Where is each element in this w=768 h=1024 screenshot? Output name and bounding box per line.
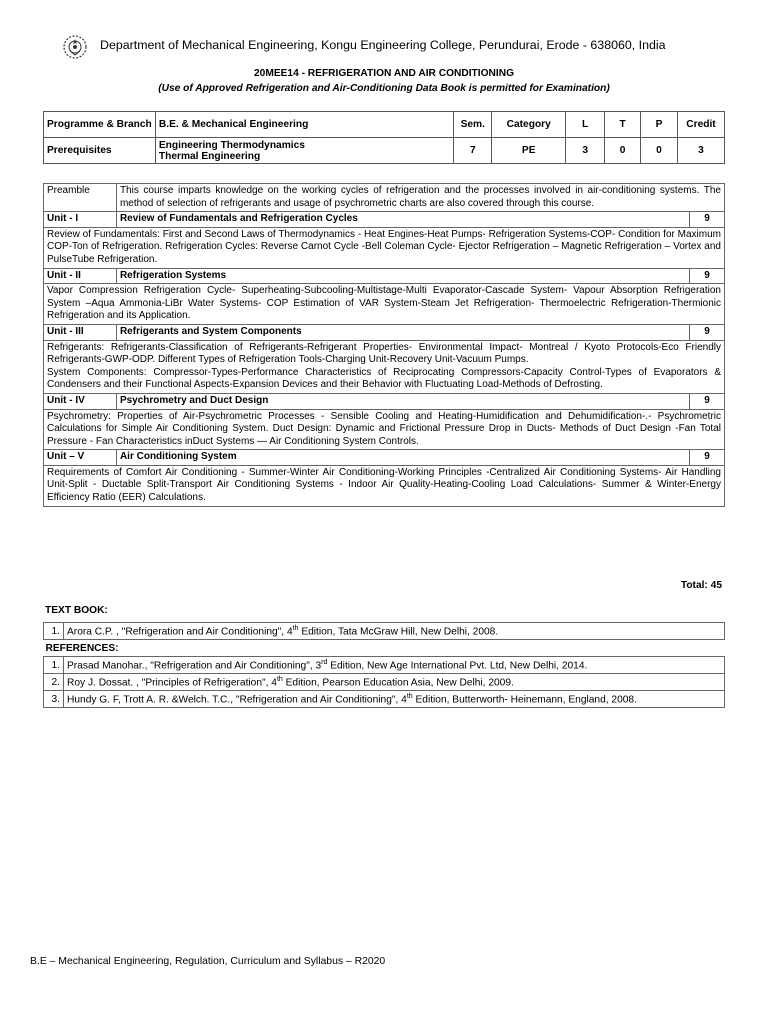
item-number: 1. [44, 657, 64, 674]
t-header: T [605, 112, 641, 138]
textbook-row [44, 623, 725, 640]
unit-content: Vapor Compression Refrigeration Cycle- Superheating-Subcooling-Multistage-Multi Evaporator-Cascade System- Vapour Absorption Refrigeration System –Aqua Ammonia-LiBr Water Systems- COP Estimation of VAR System-Steam Jet Refrigeration- Thermoelectric Refrigeration-Thermionic Refrigeration and its Application. [44, 284, 725, 325]
unit-content-row [44, 465, 725, 506]
category-value: PE [492, 138, 566, 164]
college-emblem-icon [62, 34, 88, 60]
prereq-line-2: Thermal Engineering [158, 150, 261, 162]
exam-note: (Use of Approved Refrigeration and Air-Conditioning Data Book is permitted for Examination) [158, 83, 610, 94]
credit-header: Credit [677, 112, 724, 138]
syllabus-table [43, 183, 725, 507]
unit-content-row [44, 284, 725, 325]
total-hours: Total: 45 [680, 580, 722, 591]
reference-citation: Hundy G. F, Trott A. R. &Welch. T.C., "Refrigeration and Air Conditioning", 4th Edition, Butterworth- Heinemann, England, 2008. [64, 691, 725, 708]
references-heading: REFERENCES: [45, 642, 119, 654]
reference-row [44, 691, 725, 708]
unit-label: Unit - II [44, 268, 117, 284]
unit-label: Unit - I [44, 212, 117, 228]
unit-title: Refrigeration Systems [116, 268, 689, 284]
unit-header-row [44, 393, 725, 409]
item-number: 1. [44, 623, 64, 640]
unit-hours: 9 [690, 268, 725, 284]
unit-content-row [44, 340, 725, 393]
unit-content: Psychrometry: Properties of Air-Psychrometric Processes - Sensible Cooling and Heating-Humidification and Dehumidification-.- Psychrometric Calculations for Simple Air Conditioning System. Duct Design: Dynamic and Frictional Pressure Drop in Ducts- Methods of Duct Design -Fan Total Pressure - Fan Characteristics inDuct Systems — Air Conditioning System Controls. [44, 409, 725, 450]
credit-value: 3 [677, 138, 724, 164]
unit-content-para-1: Refrigerants: Refrigerants-Classification of Refrigerants-Refrigerant Properties- Environmental Impact- Montreal / Kyoto Protocols-Eco Friendly Refrigerants-GWP-ODP. Different Types of Refrigeration Tools-Charging Unit-Recovery Unit-Vacuum Pumps. [47, 341, 721, 366]
textbook-heading: TEXT BOOK: [45, 605, 108, 616]
preamble-text: This course imparts knowledge on the working cycles of refrigeration and the processes involved in air-conditioning systems. The method of selection of refrigerants and usage of psychrometric charts are also covered through this course. [116, 184, 724, 212]
unit-header-row [44, 450, 725, 466]
reference-citation: Roy J. Dossat. , "Principles of Refrigeration", 4th Edition, Pearson Education Asia, New Delhi, 2009. [64, 674, 725, 691]
p-header: P [641, 112, 678, 138]
prereq-value [155, 138, 453, 164]
references-table [43, 622, 725, 708]
course-info-table [43, 111, 725, 164]
unit-title: Psychrometry and Duct Design [116, 393, 689, 409]
unit-content: Requirements of Comfort Air Conditioning - Summer-Winter Air Conditioning-Working Principles -Centralized Air Conditioning Systems- Air Handling Unit-Split - Ductable Split-Transport Air Conditioning Systems - Indoor Air Quality-Heating-Cooling Load Calculations- Summer & Winter-Energy Efficiency Ratio (EER) Calculations. [44, 465, 725, 506]
unit-title: Refrigerants and System Components [116, 324, 689, 340]
unit-header-row [44, 324, 725, 340]
course-title: 20MEE14 - REFRIGERATION AND AIR CONDITIONING [254, 68, 514, 79]
reference-citation: Prasad Manohar., "Refrigeration and Air Conditioning", 3rd Edition, New Age International Pvt. Ltd, New Delhi, 2014. [64, 657, 725, 674]
unit-content-para-2: System Components: Compressor-Types-Performance Characteristics of Reciprocating Compressors-Capacity Control-Types of Evaporators & Condensers and their Functional Aspects-Expansion Devices and their Behavior with Fluctuating Load-Methods of Defrosting. [47, 366, 721, 391]
reference-row [44, 674, 725, 691]
preamble-label: Preamble [44, 184, 117, 212]
unit-content [44, 340, 725, 393]
unit-label: Unit - IV [44, 393, 117, 409]
sem-header: Sem. [454, 112, 492, 138]
unit-content-row [44, 409, 725, 450]
info-row-prerequisites [44, 138, 725, 164]
page-footer: B.E – Mechanical Engineering, Regulation, Curriculum and Syllabus – R2020 [30, 956, 386, 967]
l-value: 3 [566, 138, 605, 164]
unit-title: Air Conditioning System [116, 450, 689, 466]
unit-header-row [44, 268, 725, 284]
unit-content: Review of Fundamentals: First and Second Laws of Thermodynamics - Heat Engines-Heat Pumps- Refrigeration Systems-COP- Condition for Maximum COP-Ton of Refrigeration. Refrigeration Cycles: Reverse Carnot Cycle -Bell Coleman Cycle- Ejector Refrigeration – Magnetic Refrigeration – Vortex and PulseTube Refrigeration. [44, 227, 725, 268]
unit-label: Unit - III [44, 324, 117, 340]
preamble-row [44, 184, 725, 212]
info-row-programme [44, 112, 725, 138]
department-name: Department of Mechanical Engineering, Kongu Engineering College, Perundurai, Erode - 638060, India [100, 38, 666, 52]
references-heading-row [44, 640, 725, 657]
unit-title: Review of Fundamentals and Refrigeration Cycles [116, 212, 689, 228]
sem-value: 7 [454, 138, 492, 164]
textbook-citation: Arora C.P. , "Refrigeration and Air Conditioning", 4th Edition, Tata McGraw Hill, New Delhi, 2008. [64, 623, 725, 640]
t-value: 0 [605, 138, 641, 164]
l-header: L [566, 112, 605, 138]
category-header: Category [492, 112, 566, 138]
page-header [62, 34, 722, 62]
item-number: 3. [44, 691, 64, 708]
p-value: 0 [641, 138, 678, 164]
item-number: 2. [44, 674, 64, 691]
programme-value: B.E. & Mechanical Engineering [155, 112, 453, 138]
unit-content-row [44, 227, 725, 268]
unit-hours: 9 [690, 324, 725, 340]
unit-hours: 9 [690, 450, 725, 466]
unit-header-row [44, 212, 725, 228]
prereq-line-1: Engineering Thermodynamics [158, 139, 305, 151]
prereq-label: Prerequisites [44, 138, 156, 164]
unit-hours: 9 [690, 393, 725, 409]
unit-hours: 9 [690, 212, 725, 228]
unit-label: Unit – V [44, 450, 117, 466]
programme-label: Programme & Branch [44, 112, 156, 138]
reference-row [44, 657, 725, 674]
